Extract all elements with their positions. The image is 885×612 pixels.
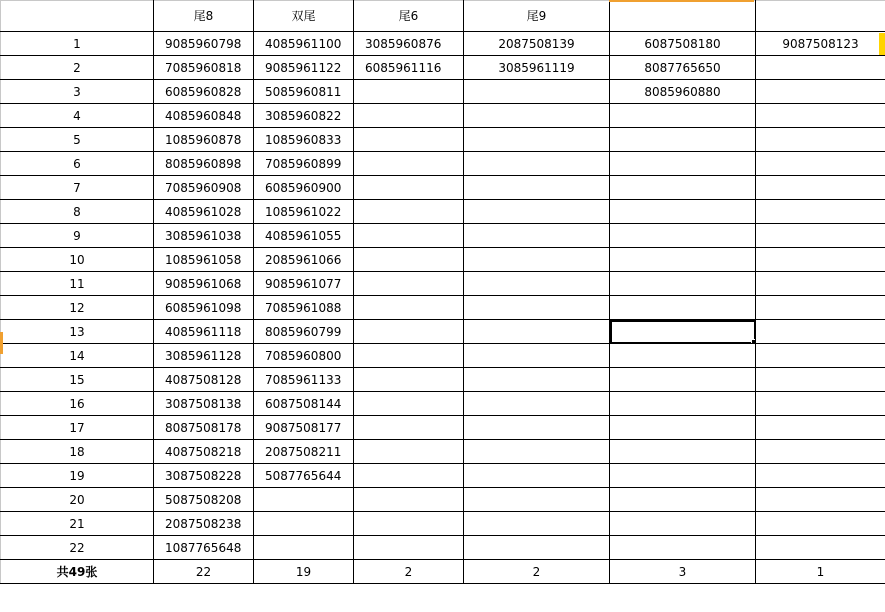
data-cell[interactable]: 3087508228 — [154, 464, 254, 488]
data-cell[interactable]: 8085960880 — [610, 80, 756, 104]
data-cell[interactable]: 8087508178 — [154, 416, 254, 440]
data-cell[interactable] — [354, 80, 464, 104]
data-cell[interactable] — [354, 368, 464, 392]
data-cell[interactable] — [756, 440, 885, 464]
data-cell[interactable] — [756, 392, 885, 416]
data-cell[interactable] — [756, 272, 885, 296]
data-cell[interactable] — [610, 176, 756, 200]
data-cell[interactable] — [756, 416, 885, 440]
selected-cell[interactable] — [610, 320, 756, 344]
table-row — [1, 224, 885, 248]
table-row — [1, 488, 885, 512]
data-cell[interactable]: 8085960898 — [154, 152, 254, 176]
data-cell[interactable]: 4087508128 — [154, 368, 254, 392]
data-cell[interactable]: 2087508139 — [464, 32, 610, 56]
data-cell[interactable] — [756, 512, 885, 536]
data-cell[interactable] — [354, 248, 464, 272]
data-cell[interactable]: 1085961022 — [254, 200, 354, 224]
table-row — [1, 176, 885, 200]
data-cell[interactable] — [610, 248, 756, 272]
data-cell[interactable]: 3085960876 — [354, 32, 464, 56]
data-cell[interactable] — [464, 320, 610, 344]
data-cell[interactable] — [254, 512, 354, 536]
data-cell[interactable] — [464, 104, 610, 128]
data-cell[interactable]: 2087508211 — [254, 440, 354, 464]
cell-fill-marker — [879, 33, 885, 55]
header-cell[interactable] — [1, 1, 154, 32]
data-cell[interactable]: 9085961068 — [154, 272, 254, 296]
data-cell[interactable] — [464, 128, 610, 152]
row-number-cell[interactable]: 20 — [1, 488, 154, 512]
data-cell[interactable] — [464, 488, 610, 512]
data-cell[interactable] — [464, 152, 610, 176]
table-row — [1, 200, 885, 224]
row-number-cell[interactable]: 10 — [1, 248, 154, 272]
data-cell[interactable]: 5087508208 — [154, 488, 254, 512]
data-cell[interactable]: 4085960848 — [154, 104, 254, 128]
data-cell[interactable] — [610, 200, 756, 224]
data-cell[interactable]: 6085961098 — [154, 296, 254, 320]
data-cell[interactable]: 3085960822 — [254, 104, 354, 128]
data-cell[interactable]: 2085961066 — [254, 248, 354, 272]
data-cell[interactable] — [354, 104, 464, 128]
header-cell[interactable] — [756, 1, 885, 32]
data-cell[interactable] — [464, 392, 610, 416]
data-cell[interactable] — [354, 152, 464, 176]
row-number-cell[interactable]: 13 — [1, 320, 154, 344]
row-number-cell[interactable]: 18 — [1, 440, 154, 464]
table-row — [1, 32, 885, 56]
data-cell[interactable]: 1085960833 — [254, 128, 354, 152]
data-cell[interactable]: 7085960818 — [154, 56, 254, 80]
data-cell[interactable]: 8085960799 — [254, 320, 354, 344]
data-cell[interactable]: 6085960828 — [154, 80, 254, 104]
data-cell[interactable] — [610, 272, 756, 296]
data-cell[interactable] — [756, 368, 885, 392]
total-count-cell[interactable]: 2 — [354, 560, 464, 584]
data-cell[interactable] — [354, 320, 464, 344]
data-cell[interactable]: 4085961028 — [154, 200, 254, 224]
row-number-cell[interactable]: 5 — [1, 128, 154, 152]
row-highlight-marker — [0, 332, 3, 354]
data-cell[interactable] — [610, 224, 756, 248]
row-number-cell[interactable]: 14 — [1, 344, 154, 368]
header-cell[interactable]: 双尾 — [254, 1, 354, 32]
data-cell[interactable] — [464, 464, 610, 488]
data-cell[interactable]: 9085961077 — [254, 272, 354, 296]
data-cell[interactable]: 7085960800 — [254, 344, 354, 368]
row-number-cell[interactable]: 11 — [1, 272, 154, 296]
data-cell[interactable]: 7085960908 — [154, 176, 254, 200]
row-number-cell[interactable]: 4 — [1, 104, 154, 128]
total-label-cell[interactable]: 共49张 — [1, 560, 154, 584]
data-cell[interactable] — [354, 128, 464, 152]
table-row — [1, 152, 885, 176]
data-cell[interactable]: 9085960798 — [154, 32, 254, 56]
data-cell[interactable]: 1085961058 — [154, 248, 254, 272]
row-number-cell[interactable]: 2 — [1, 56, 154, 80]
data-cell[interactable] — [610, 128, 756, 152]
table-row — [1, 464, 885, 488]
data-cell[interactable] — [756, 176, 885, 200]
data-cell[interactable] — [354, 488, 464, 512]
data-cell[interactable] — [756, 488, 885, 512]
data-cell[interactable]: 4085961100 — [254, 32, 354, 56]
data-cell[interactable]: 6087508144 — [254, 392, 354, 416]
data-cell[interactable] — [354, 224, 464, 248]
data-cell[interactable]: 1085960878 — [154, 128, 254, 152]
data-cell[interactable] — [464, 272, 610, 296]
data-cell[interactable] — [756, 464, 885, 488]
row-number-cell[interactable]: 21 — [1, 512, 154, 536]
table-row — [1, 440, 885, 464]
data-cell[interactable] — [354, 296, 464, 320]
table-row — [1, 320, 885, 344]
row-number-cell[interactable]: 16 — [1, 392, 154, 416]
data-cell[interactable] — [354, 176, 464, 200]
data-cell[interactable] — [756, 200, 885, 224]
data-cell[interactable]: 1087765648 — [154, 536, 254, 560]
data-cell[interactable] — [354, 200, 464, 224]
row-number-cell[interactable]: 1 — [1, 32, 154, 56]
table-row — [1, 368, 885, 392]
data-cell[interactable] — [464, 512, 610, 536]
table-row — [1, 536, 885, 560]
total-count-cell[interactable]: 22 — [154, 560, 254, 584]
data-cell[interactable] — [354, 416, 464, 440]
data-cell[interactable]: 4087508218 — [154, 440, 254, 464]
data-cell[interactable] — [464, 416, 610, 440]
data-cell[interactable] — [464, 80, 610, 104]
data-cell[interactable] — [756, 296, 885, 320]
data-cell[interactable] — [464, 440, 610, 464]
data-cell[interactable]: 5087765644 — [254, 464, 354, 488]
data-cell[interactable] — [464, 200, 610, 224]
data-cell[interactable] — [610, 104, 756, 128]
data-cell[interactable] — [464, 296, 610, 320]
data-cell[interactable] — [610, 416, 756, 440]
table-row — [1, 272, 885, 296]
data-cell[interactable] — [354, 536, 464, 560]
row-number-cell[interactable]: 8 — [1, 200, 154, 224]
data-cell[interactable] — [354, 272, 464, 296]
data-cell[interactable]: 7085960899 — [254, 152, 354, 176]
table-row — [1, 344, 885, 368]
row-number-cell[interactable]: 3 — [1, 80, 154, 104]
row-number-cell[interactable]: 19 — [1, 464, 154, 488]
row-number-cell[interactable]: 7 — [1, 176, 154, 200]
data-cell[interactable] — [756, 104, 885, 128]
data-cell[interactable] — [610, 368, 756, 392]
data-cell[interactable] — [756, 344, 885, 368]
header-cell[interactable]: 尾8 — [154, 1, 254, 32]
data-cell[interactable] — [254, 536, 354, 560]
data-cell[interactable] — [756, 248, 885, 272]
data-cell[interactable]: 6085961116 — [354, 56, 464, 80]
data-cell[interactable] — [610, 344, 756, 368]
row-number-cell[interactable]: 6 — [1, 152, 154, 176]
total-count-cell[interactable]: 3 — [610, 560, 756, 584]
fill-handle[interactable] — [751, 339, 756, 344]
data-cell[interactable]: 7085961133 — [254, 368, 354, 392]
data-cell[interactable] — [464, 536, 610, 560]
data-cell[interactable]: 9085961122 — [254, 56, 354, 80]
row-number-cell[interactable]: 17 — [1, 416, 154, 440]
data-cell[interactable]: 9087508177 — [254, 416, 354, 440]
data-cell[interactable] — [610, 296, 756, 320]
total-count-cell[interactable]: 2 — [464, 560, 610, 584]
table-row — [1, 56, 885, 80]
data-cell[interactable]: 4085961118 — [154, 320, 254, 344]
data-cell[interactable] — [464, 224, 610, 248]
data-cell[interactable] — [254, 488, 354, 512]
data-cell[interactable] — [354, 512, 464, 536]
row-number-cell[interactable]: 15 — [1, 368, 154, 392]
data-cell[interactable] — [464, 368, 610, 392]
header-cell[interactable]: 尾6 — [354, 1, 464, 32]
data-cell[interactable] — [756, 152, 885, 176]
table-row — [1, 248, 885, 272]
data-cell[interactable] — [756, 128, 885, 152]
data-cell[interactable] — [610, 512, 756, 536]
data-cell[interactable]: 9087508123 — [756, 32, 885, 56]
table-row — [1, 512, 885, 536]
data-cell[interactable] — [464, 248, 610, 272]
data-cell[interactable]: 3085961128 — [154, 344, 254, 368]
data-cell[interactable] — [756, 320, 885, 344]
table-row — [1, 416, 885, 440]
data-cell[interactable] — [610, 392, 756, 416]
data-cell[interactable]: 6087508180 — [610, 32, 756, 56]
table-row — [1, 296, 885, 320]
data-cell[interactable] — [756, 80, 885, 104]
data-cell[interactable]: 5085960811 — [254, 80, 354, 104]
data-cell[interactable] — [354, 392, 464, 416]
data-cell[interactable]: 6085960900 — [254, 176, 354, 200]
column-highlight-marker — [609, 0, 754, 2]
data-cell[interactable]: 8087765650 — [610, 56, 756, 80]
totals-row — [1, 560, 885, 584]
data-cell[interactable] — [610, 488, 756, 512]
row-number-cell[interactable]: 9 — [1, 224, 154, 248]
table-row — [1, 128, 885, 152]
total-count-cell[interactable]: 1 — [756, 560, 885, 584]
data-cell[interactable] — [610, 536, 756, 560]
data-cell[interactable]: 3085961119 — [464, 56, 610, 80]
data-cell[interactable]: 3085961038 — [154, 224, 254, 248]
data-cell[interactable] — [354, 440, 464, 464]
data-cell[interactable] — [756, 56, 885, 80]
header-cell[interactable] — [610, 1, 756, 32]
data-cell[interactable]: 4085961055 — [254, 224, 354, 248]
data-cell[interactable] — [354, 344, 464, 368]
header-cell[interactable]: 尾9 — [464, 1, 610, 32]
data-cell[interactable] — [756, 224, 885, 248]
header-row — [1, 1, 885, 32]
data-cell[interactable]: 3087508138 — [154, 392, 254, 416]
table-row — [1, 392, 885, 416]
data-cell[interactable] — [756, 536, 885, 560]
table-row — [1, 104, 885, 128]
data-cell[interactable]: 2087508238 — [154, 512, 254, 536]
data-cell[interactable] — [354, 464, 464, 488]
data-cell[interactable]: 7085961088 — [254, 296, 354, 320]
data-cell[interactable] — [610, 440, 756, 464]
data-cell[interactable] — [610, 464, 756, 488]
data-cell[interactable] — [610, 152, 756, 176]
total-count-cell[interactable]: 19 — [254, 560, 354, 584]
data-cell[interactable] — [464, 344, 610, 368]
row-number-cell[interactable]: 22 — [1, 536, 154, 560]
row-number-cell[interactable]: 12 — [1, 296, 154, 320]
data-cell[interactable] — [464, 176, 610, 200]
table-row — [1, 80, 885, 104]
